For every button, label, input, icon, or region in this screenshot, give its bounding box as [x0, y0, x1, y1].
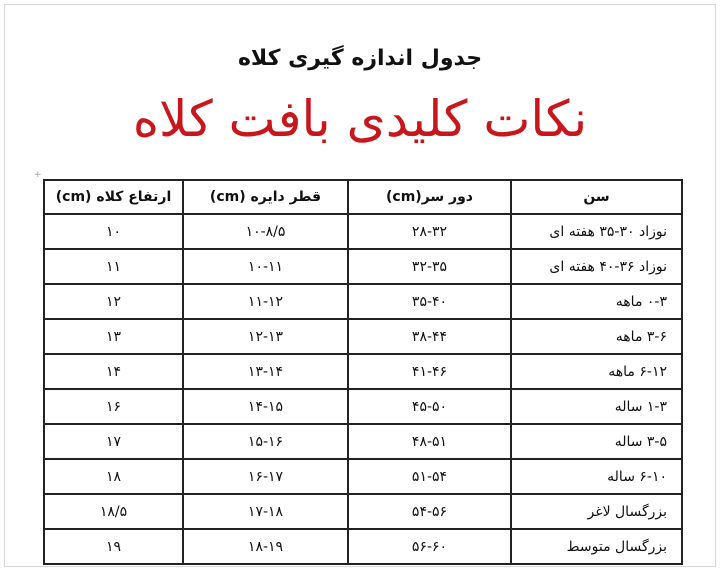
cell-age: ۶-۱۰ ساله [511, 459, 682, 494]
page-title: نکات کلیدی بافت کلاه [132, 90, 588, 148]
table-row [44, 284, 682, 319]
table-caption: جدول اندازه گیری کلاه [237, 46, 483, 71]
hat-size-table [43, 179, 683, 565]
cell-age: نوزاد ۳۰-۳۵ هفته ای [511, 214, 682, 249]
cell-age: ۰-۳ ماهه [511, 284, 682, 319]
table-row [44, 424, 682, 459]
cell-hat-height: ۱۸ [44, 459, 183, 494]
table-row [44, 494, 682, 529]
header-circle-diameter: قطر دایره (cm) [183, 180, 348, 214]
table-header-row [44, 180, 682, 214]
cell-circle-diameter: ۱۴-۱۵ [183, 389, 348, 424]
header-hat-height: ارتفاع کلاه (cm) [44, 180, 183, 214]
cell-circle-diameter: ۱۰-۱۱ [183, 249, 348, 284]
cell-circle-diameter: ۱۷-۱۸ [183, 494, 348, 529]
header-head-circumference: دور سر(cm) [348, 180, 511, 214]
cell-head-circumference: ۴۵-۵۰ [348, 389, 511, 424]
cell-age: بزرگسال لاغر [511, 494, 682, 529]
table-row [44, 389, 682, 424]
header-age: سن [511, 180, 682, 214]
cell-hat-height: ۱۲ [44, 284, 183, 319]
cell-circle-diameter: ۱۱-۱۲ [183, 284, 348, 319]
cell-hat-height: ۱۶ [44, 389, 183, 424]
cell-head-circumference: ۳۵-۴۰ [348, 284, 511, 319]
cell-circle-diameter: ۱۲-۱۳ [183, 319, 348, 354]
table-row [44, 249, 682, 284]
cell-circle-diameter: ۱۳-۱۴ [183, 354, 348, 389]
cell-hat-height: ۱۳ [44, 319, 183, 354]
cell-circle-diameter: ۱۶-۱۷ [183, 459, 348, 494]
cell-head-circumference: ۵۶-۶۰ [348, 529, 511, 564]
cell-age: بزرگسال متوسط [511, 529, 682, 564]
cell-hat-height: ۱۱ [44, 249, 183, 284]
cell-age: ۳-۵ ساله [511, 424, 682, 459]
cell-head-circumference: ۲۸-۳۲ [348, 214, 511, 249]
cell-hat-height: ۱۹ [44, 529, 183, 564]
table-row [44, 214, 682, 249]
table-row [44, 319, 682, 354]
cell-hat-height: ۱۰ [44, 214, 183, 249]
cell-head-circumference: ۳۸-۴۴ [348, 319, 511, 354]
cell-circle-diameter: ۱۰-۸/۵ [183, 214, 348, 249]
cell-head-circumference: ۴۸-۵۱ [348, 424, 511, 459]
cell-age: ۳-۶ ماهه [511, 319, 682, 354]
cell-head-circumference: ۵۱-۵۴ [348, 459, 511, 494]
cell-hat-height: ۱۴ [44, 354, 183, 389]
cell-hat-height: ۱۸/۵ [44, 494, 183, 529]
cell-head-circumference: ۳۲-۳۵ [348, 249, 511, 284]
cell-circle-diameter: ۱۵-۱۶ [183, 424, 348, 459]
cell-hat-height: ۱۷ [44, 424, 183, 459]
table-row [44, 459, 682, 494]
cell-age: ۶-۱۲ ماهه [511, 354, 682, 389]
cell-head-circumference: ۵۴-۵۶ [348, 494, 511, 529]
cell-circle-diameter: ۱۸-۱۹ [183, 529, 348, 564]
table-row [44, 529, 682, 564]
table-row [44, 354, 682, 389]
cell-age: ۱-۳ ساله [511, 389, 682, 424]
table-move-handle-icon: + [34, 170, 42, 180]
cell-age: نوزاد ۳۶-۴۰ هفته ای [511, 249, 682, 284]
cell-head-circumference: ۴۱-۴۶ [348, 354, 511, 389]
